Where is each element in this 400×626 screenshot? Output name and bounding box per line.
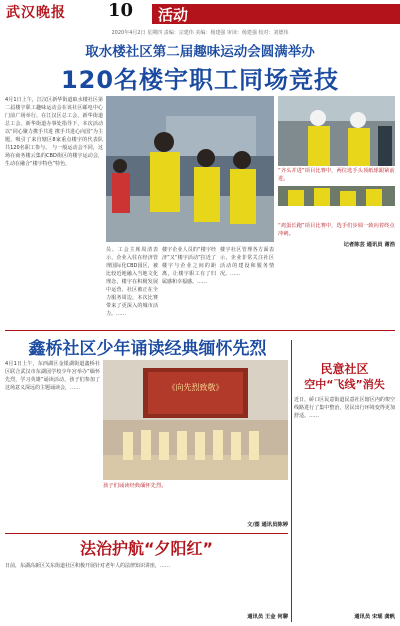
- story2-credit: 文/图 通讯员陈婷: [247, 522, 288, 528]
- story1-credit: 记者陈芸 通讯员 谢浩: [343, 242, 395, 248]
- story2-photo-art: [103, 360, 288, 480]
- page-header: [0, 0, 400, 24]
- page-number: 10: [108, 0, 134, 21]
- story2-screen-text: 《向先烈致敬》: [167, 383, 224, 392]
- story1-photo-2-art: [278, 96, 395, 166]
- story1-photo-3-art: [278, 186, 395, 206]
- story2-body-cont: [103, 494, 193, 530]
- story1-photo-2-caption: “齐头并进”项目比赛中，两位选手头顶纸球跟紧前进。: [278, 168, 395, 182]
- story1-main-photo-art: [106, 96, 274, 242]
- story2-headline: 鑫桥社区少年诵读经典缅怀先烈: [28, 339, 267, 358]
- story1-subhead: 取水楼社区第二届趣味运动会圆满举办: [85, 44, 315, 60]
- story1-col1-cont: [5, 246, 103, 326]
- story3-body: 近日，硚口区民意街道民意社区辖区内的架空线路进行了集中整治，居民出行环境变得更加舒适。……: [294, 397, 395, 419]
- story1-col3: 楼宇企业人员的“楼宇经济”又“楼宇活动”拉近了楼宇与企业之间的距离，让楼宇职工有了归属感和幸福感。……: [162, 247, 216, 285]
- masthead: 武汉晚报: [6, 5, 66, 21]
- story2-body: 4月1日上午，东西湖区金银湖街道鑫桥社区联合武汉市东湖园学校少年宫举办“缅怀先烈，学习英雄”诵读活动，孩子们参加了这场意义深远的主题诵读会，……: [5, 361, 100, 391]
- story1-headline: 120名楼宇职工同场竞技: [60, 66, 340, 94]
- section-banner: [152, 4, 400, 24]
- story1-col5: [278, 252, 395, 326]
- story1-col2: 员、工会主席周清表示，企业入驻在经济管理国际化CBD园区，被比较近地融入当地文化理念，楼宇在积极发展中运营，社区被正在全力服务周边，本次比赛带来了更深入的城市活力。……: [106, 247, 158, 317]
- section-divider: [5, 330, 395, 331]
- story1-col1: 4月1日上午，江汉区新华街道取水楼社区第二届楼宇职工趣味运动会在该社区邮电中心门前广场举行。在江汉区总工会、新华街道总工会、新华街道办事处指导下，本次活动以“同心聚力携手共进 携手共进心向国”为主题，吸引了来自辖区8家重点楼宇的代表队共120名职工参与。 与一般运动会不同，这场在商务楼云集的CBD街区的楼宇运动会，生动在融合“楼宇特色”特色，: [5, 97, 103, 167]
- column-divider: [291, 340, 292, 622]
- story1-photo-2: [278, 96, 395, 166]
- section-title: 活动: [158, 6, 189, 24]
- story1-photo-3-caption: “鸡蛋长跑”项目比赛中，选手们步调一致向着终点冲刺。: [278, 223, 395, 237]
- story4-headline: 法治护航“夕阳红”: [79, 539, 214, 558]
- story1-photo-3: [278, 186, 395, 206]
- story3-headline2: 空中“飞线”消失: [304, 378, 385, 391]
- story3-headline: 民意社区: [320, 362, 369, 376]
- story3-credit: 通讯员 宋瑶 龚帆: [354, 614, 395, 620]
- section-divider-2: [5, 533, 288, 534]
- dateline: 2020年4月2日 星期四 责编：宗建伟 美编：杨建强 审读：杨建强 校对：刘德伟: [111, 30, 289, 36]
- story1-col4: 楼宇社区管理各方面表示，企业非常关注社区活动的建设和服务情况。……: [220, 247, 274, 277]
- story1-main-photo: [106, 96, 274, 242]
- story2-photo: [103, 360, 288, 480]
- story4-body: 日前，东湖高新区关东街道社区积极开展针对老年人的法律知识讲座，……: [5, 563, 171, 569]
- story2-caption: 孩子们诵读经典缅怀先烈。: [103, 483, 167, 489]
- story4-credit: 通讯员 王金 何聊: [247, 614, 288, 620]
